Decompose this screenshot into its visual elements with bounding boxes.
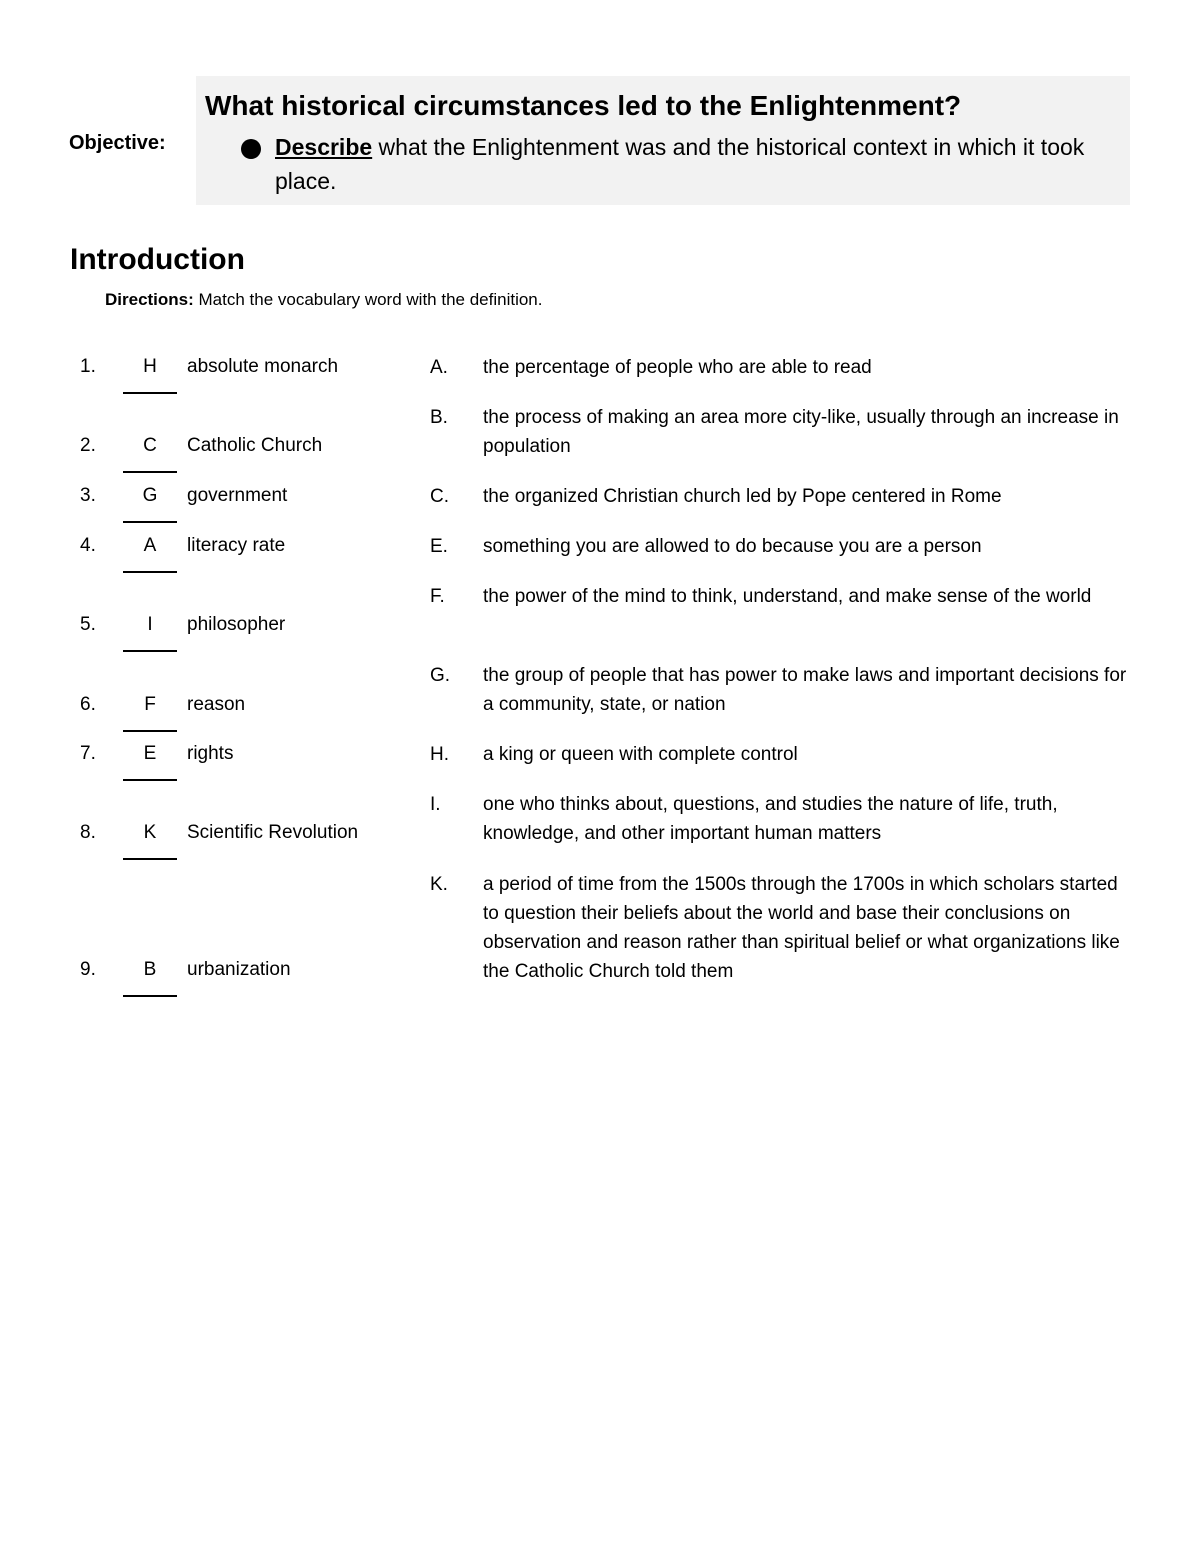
definition-text: the percentage of people who are able to read	[483, 357, 872, 378]
vocab-number: 4.	[80, 535, 96, 556]
definition-text: one who thinks about, questions, and studies the nature of life, truth, knowledge, and other important human matters	[483, 794, 1058, 844]
vocab-term: Catholic Church	[187, 435, 323, 456]
vocab-answer-blank[interactable]: F	[123, 694, 177, 716]
vocab-term: philosopher	[187, 614, 286, 635]
vocab-term: literacy rate	[187, 535, 286, 556]
vocab-answer-blank[interactable]: C	[123, 435, 177, 457]
definition-letter: A.	[430, 357, 448, 378]
vocab-answer-blank[interactable]: A	[123, 535, 177, 557]
directions-label: Directions:	[105, 290, 194, 309]
vocab-number: 3.	[80, 485, 96, 506]
directions-text: Match the vocabulary word with the definition.	[193, 290, 543, 309]
vocab-number: 2.	[80, 435, 96, 456]
definition-text: the organized Christian church led by Pope centered in Rome	[483, 486, 1002, 507]
vocab-number: 7.	[80, 743, 96, 764]
vocab-number: 6.	[80, 694, 96, 715]
definition-text: the process of making an area more city-like, usually through an increase in population	[483, 407, 1119, 457]
definition-text: a period of time from the 1500s through the 1700s in which scholars started to question their beliefs about the world and base their conclusions on observation and reason rather than spiritual belief or what organizations like the Catholic Church told them	[483, 874, 1120, 982]
vocab-term: Scientific Revolution	[187, 822, 359, 843]
vocab-term: government	[187, 485, 288, 506]
vocab-number: 8.	[80, 822, 96, 843]
definition-text: the power of the mind to think, understand, and make sense of the world	[483, 586, 1092, 607]
vocab-answer-blank[interactable]: H	[123, 356, 177, 378]
definition-letter: B.	[430, 407, 448, 428]
definition-text: something you are allowed to do because you are a person	[483, 536, 982, 557]
vocab-number: 1.	[80, 356, 96, 377]
bullet-dot-icon	[241, 139, 261, 159]
definition-letter: C.	[430, 486, 449, 507]
vocab-answer-blank[interactable]: K	[123, 822, 177, 844]
definition-letter: G.	[430, 665, 451, 686]
directions	[105, 290, 542, 310]
objective-question: What historical circumstances led to the Enlightenment?	[205, 90, 962, 121]
introduction-heading: Introduction	[70, 243, 245, 276]
vocab-answer-blank[interactable]: I	[123, 614, 177, 636]
vocab-answer-blank[interactable]: G	[123, 485, 177, 507]
definition-letter: K.	[430, 874, 448, 895]
vocab-number: 9.	[80, 959, 96, 980]
objective-bullet	[275, 130, 1125, 198]
definition-letter: H.	[430, 744, 449, 765]
objective-bullet-text: what the Enlightenment was and the historical context in which it took place.	[275, 134, 1085, 194]
vocab-term: absolute monarch	[187, 356, 339, 377]
vocab-answer-blank[interactable]: B	[123, 959, 177, 981]
vocab-term: reason	[187, 694, 246, 715]
vocab-term: urbanization	[187, 959, 291, 980]
objective-label: Objective:	[69, 132, 166, 154]
vocab-answer-blank[interactable]: E	[123, 743, 177, 765]
definition-letter: F.	[430, 586, 445, 607]
definition-letter: I.	[430, 794, 441, 815]
vocab-number: 5.	[80, 614, 96, 635]
objective-verb: Describe	[275, 134, 373, 160]
definition-text: a king or queen with complete control	[483, 744, 798, 765]
definition-text: the group of people that has power to make laws and important decisions for a community, state, or nation	[483, 665, 1127, 715]
vocab-term: rights	[187, 743, 234, 764]
objective-box	[196, 76, 1130, 205]
definition-letter: E.	[430, 536, 448, 557]
